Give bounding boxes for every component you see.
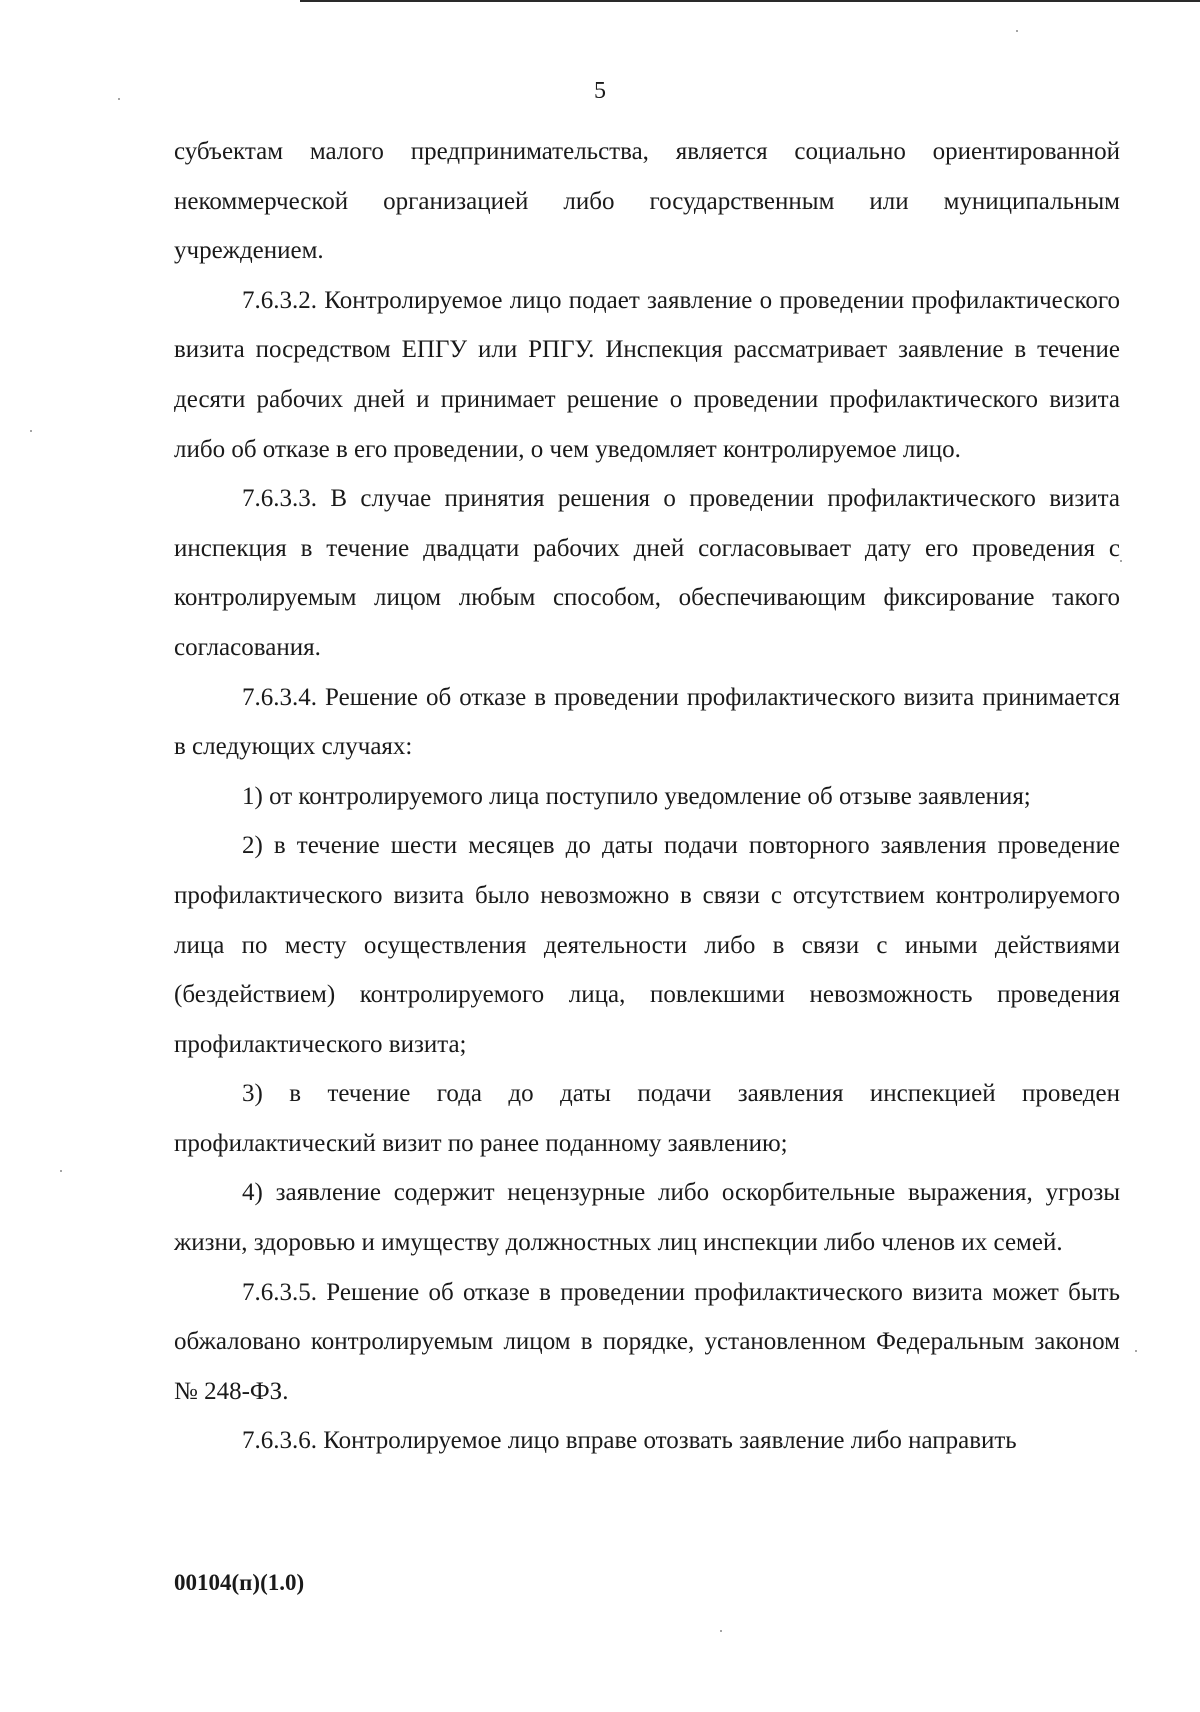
scan-speck [118,98,120,100]
scan-speck [30,430,32,432]
paragraph-7-6-3-3: 7.6.3.3. В случае принятия решения о проведении профилактического визита инспекция в течение двадцати рабочих дней согласовывает дату его проведения с контролируемым лицом любым способом, обеспечивающим фиксирование такого согласования. [174,485,1120,661]
list-item-4: 4) заявление содержит нецензурные либо оскорбительные выражения, угрозы жизни, здоровью и имуществу должностных лиц инспекции либо членов их семей. [174,1179,1120,1257]
scan-speck [60,1170,62,1172]
list-item-2: 2) в течение шести месяцев до даты подачи повторного заявления проведение профилактического визита было невозможно в связи с отсутствием контролируемого лица по месту осуществления деятельности либо в связи с иными действиями (бездействием) контролируемого лица, повлекшими невозможность проведения профилактического визита; [174,832,1120,1058]
scan-speck [1135,1350,1137,1352]
paragraph-7-6-3-4: 7.6.3.4. Решение об отказе в проведении профилактического визита принимается в следующих случаях: [174,683,1120,761]
scan-speck [720,1630,722,1632]
paragraph-7-6-3-5: 7.6.3.5. Решение об отказе в проведении профилактического визита может быть обжаловано контролируемым лицом в порядке, установленном Федеральным законом № 248-ФЗ. [174,1278,1120,1405]
page-number: 5 [594,78,606,104]
scan-speck [1016,30,1018,32]
scan-top-border [300,0,1200,2]
paragraph-continuation: субъектам малого предпринимательства, является социально ориентированной некоммерческой организацией либо государственным или муниципальным учреждением. [174,138,1120,265]
list-item-3: 3) в течение года до даты подачи заявления инспекцией проведен профилактический визит по ранее поданному заявлению; [174,1080,1120,1157]
paragraph-7-6-3-2: 7.6.3.2. Контролируемое лицо подает заявление о проведении профилактического визита посредством ЕПГУ или РПГУ. Инспекция рассматривает заявление в течение десяти рабочих дней и принимает решение о проведении профилактического визита либо об отказе в его проведении, о чем уведомляет контролируемое лицо. [174,286,1120,463]
list-item-1: 1) от контролируемого лица поступило уведомление об отзыве заявления; [242,782,1031,810]
document-body [174,127,1120,1466]
scan-speck [1120,560,1122,562]
document-code: 00104(п)(1.0) [174,1570,305,1595]
paragraph-7-6-3-6: 7.6.3.6. Контролируемое лицо вправе отозвать заявление либо направить [242,1427,1017,1455]
